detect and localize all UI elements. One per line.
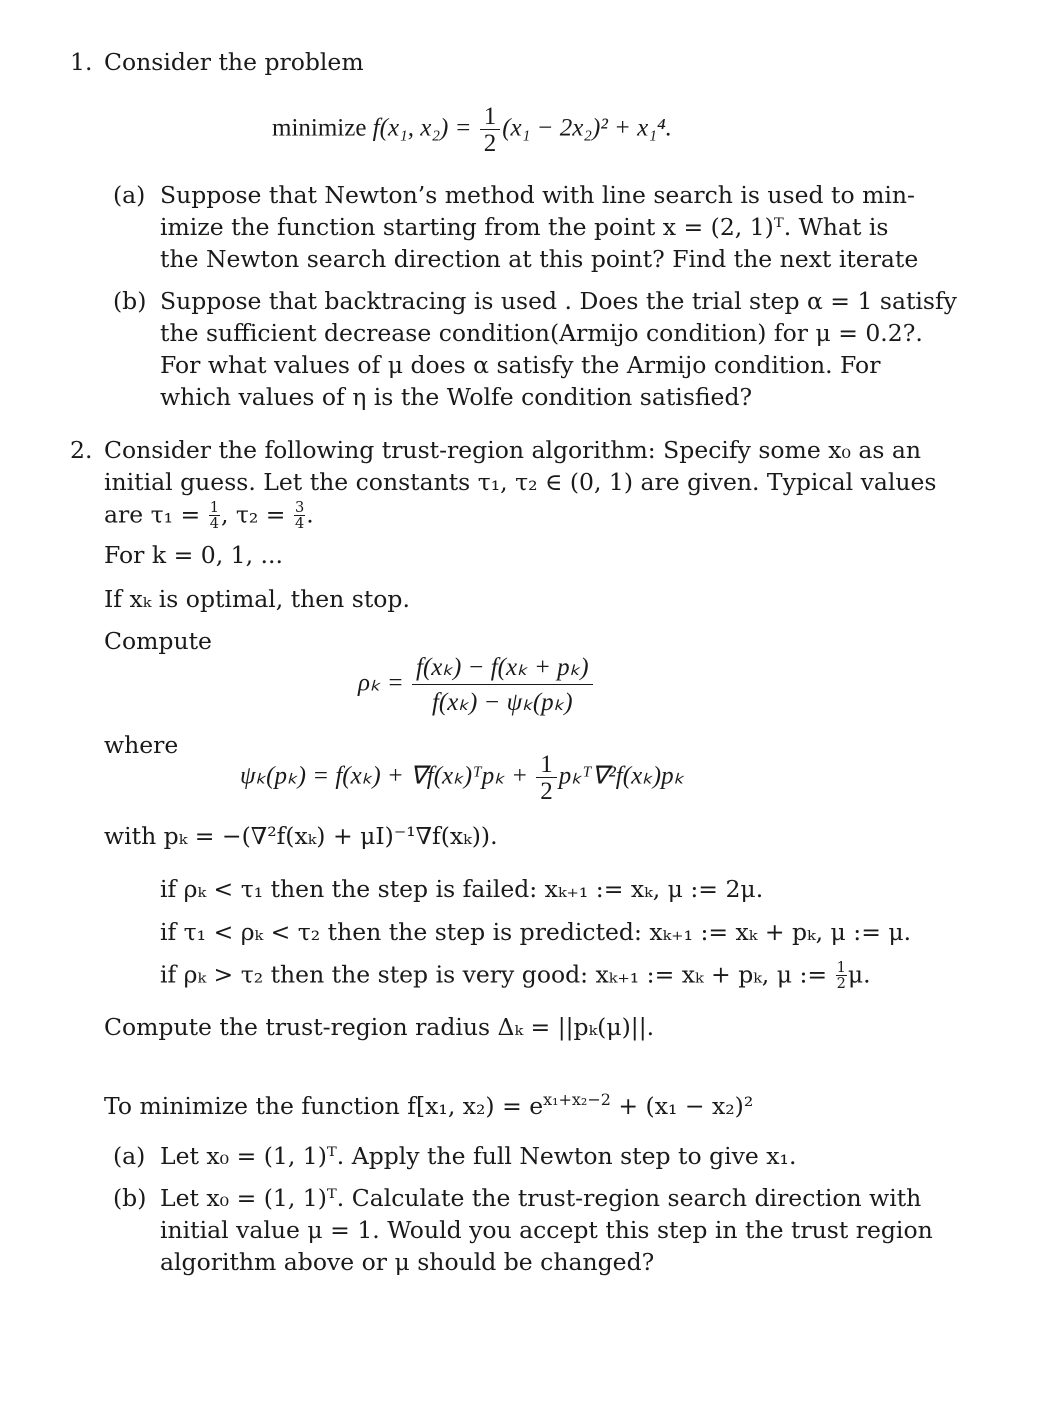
problem-2b-label: (b) — [113, 1184, 147, 1212]
rule3-fraction — [836, 960, 847, 992]
problem-1b-line-2: the sufficient decrease condition(Armijo condition) for μ = 0.2?. — [160, 319, 923, 347]
rho-fraction — [412, 655, 593, 715]
problem-2a-label: (a) — [113, 1142, 146, 1170]
task-prefix: To minimize the function f[x₁, x₂) = e — [104, 1092, 544, 1120]
radius-line: Compute the trust-region radius Δₖ = ||pₖ(μ)||. — [104, 1013, 655, 1041]
if-optimal-line: If xₖ is optimal, then stop. — [104, 585, 410, 613]
problem-1b-line-4: which values of η is the Wolfe condition satisfied? — [160, 383, 753, 411]
problem-2b-line-3: algorithm above or μ should be changed? — [160, 1248, 655, 1276]
problem-2b-line-1: Let x₀ = (1, 1)ᵀ. Calculate the trust-region search direction with — [160, 1184, 922, 1212]
tau2-fraction — [294, 500, 305, 532]
problem-2-intro-line-2: initial guess. Let the constants τ₁, τ₂ ∈ (0, 1) are given. Typical values — [104, 468, 937, 496]
problem-2b-line-2: initial value μ = 1. Would you accept this step in the trust region — [160, 1216, 933, 1244]
typical-end: . — [306, 500, 314, 529]
problem-1b-line-1: Suppose that backtracing is used . Does the trial step α = 1 satisfy — [160, 287, 957, 315]
problem-1a-label: (a) — [113, 181, 146, 209]
rho-denominator: f(xₖ) − ψₖ(pₖ) — [412, 684, 593, 715]
for-k-line: For k = 0, 1, ... — [104, 541, 283, 569]
half-num: 1 — [483, 103, 497, 130]
psi-half-num: 1 — [540, 751, 553, 778]
typical-values-line — [104, 500, 314, 532]
minimize-word: minimize — [272, 114, 367, 142]
problem-1b-label: (b) — [113, 287, 147, 315]
task-exponent: x₁+x₂−2 — [543, 1090, 611, 1110]
tau1-fraction — [209, 500, 220, 532]
rho-formula — [358, 655, 595, 715]
rule-very-good — [160, 960, 871, 992]
compute-label: Compute — [104, 627, 212, 655]
problem-2a-text: Let x₀ = (1, 1)ᵀ. Apply the full Newton step to give x₁. — [160, 1142, 797, 1170]
problem-2-intro-line-1: Consider the following trust-region algorithm: Specify some x₀ as an — [104, 436, 922, 464]
problem-1-number: 1. — [70, 48, 93, 76]
psi-rhs: pₖᵀ∇²f(xₖ)pₖ — [558, 762, 685, 790]
rule3-num: 1 — [836, 959, 846, 976]
psi-half-fraction — [536, 752, 557, 804]
task-line — [104, 1090, 754, 1120]
problem-1a-line-2: imize the function starting from the point x = (2, 1)ᵀ. What is — [160, 213, 889, 241]
half-den: 2 — [480, 129, 501, 156]
rule3-end: μ. — [847, 960, 871, 989]
rule3-den: 2 — [836, 975, 846, 993]
tau2-num: 3 — [294, 499, 305, 516]
typical-mid: , τ₂ = — [220, 500, 286, 529]
problem-2-number: 2. — [70, 436, 93, 464]
psi-half-den: 2 — [536, 777, 557, 804]
problem-1-intro: Consider the problem — [104, 48, 364, 76]
psi-formula — [240, 752, 684, 804]
objective-rhs: (x₁ − 2x₂)² + x₁⁴. — [502, 114, 672, 142]
tau1-num: 1 — [209, 499, 219, 516]
with-p-line: with pₖ = −(∇²f(xₖ) + μI)⁻¹∇f(xₖ)). — [104, 822, 498, 850]
rule-failed: if ρₖ < τ₁ then the step is failed: xₖ₊₁ := xₖ, μ := 2μ. — [160, 875, 764, 903]
tau2-den: 4 — [294, 515, 305, 533]
rule3-prefix: if ρₖ > τ₂ then the step is very good: xₖ₊₁ := xₖ + pₖ, μ := — [160, 960, 828, 989]
objective-lhs: f(x₁, x₂) = — [372, 114, 472, 142]
problem-1a-line-3: the Newton search direction at this point? Find the next iterate — [160, 245, 919, 273]
problem-1a-line-1: Suppose that Newton’s method with line search is used to min- — [160, 181, 915, 209]
rule-predicted: if τ₁ < ρₖ < τ₂ then the step is predicted: xₖ₊₁ := xₖ + pₖ, μ := μ. — [160, 918, 912, 946]
psi-lhs: ψₖ(pₖ) = f(xₖ) + ∇f(xₖ)ᵀpₖ + — [240, 762, 529, 790]
half-fraction — [480, 104, 501, 156]
tau1-den: 4 — [209, 515, 219, 533]
rho-numerator: f(xₖ) − f(xₖ + pₖ) — [416, 654, 589, 681]
problem-1-objective — [272, 104, 672, 156]
where-label: where — [104, 731, 179, 759]
rho-lhs: ρₖ = — [358, 669, 404, 697]
typical-prefix: are τ₁ = — [104, 500, 201, 529]
task-suffix: + (x₁ − x₂)² — [618, 1092, 754, 1120]
problem-1b-line-3: For what values of μ does α satisfy the Armijo condition. For — [160, 351, 881, 379]
